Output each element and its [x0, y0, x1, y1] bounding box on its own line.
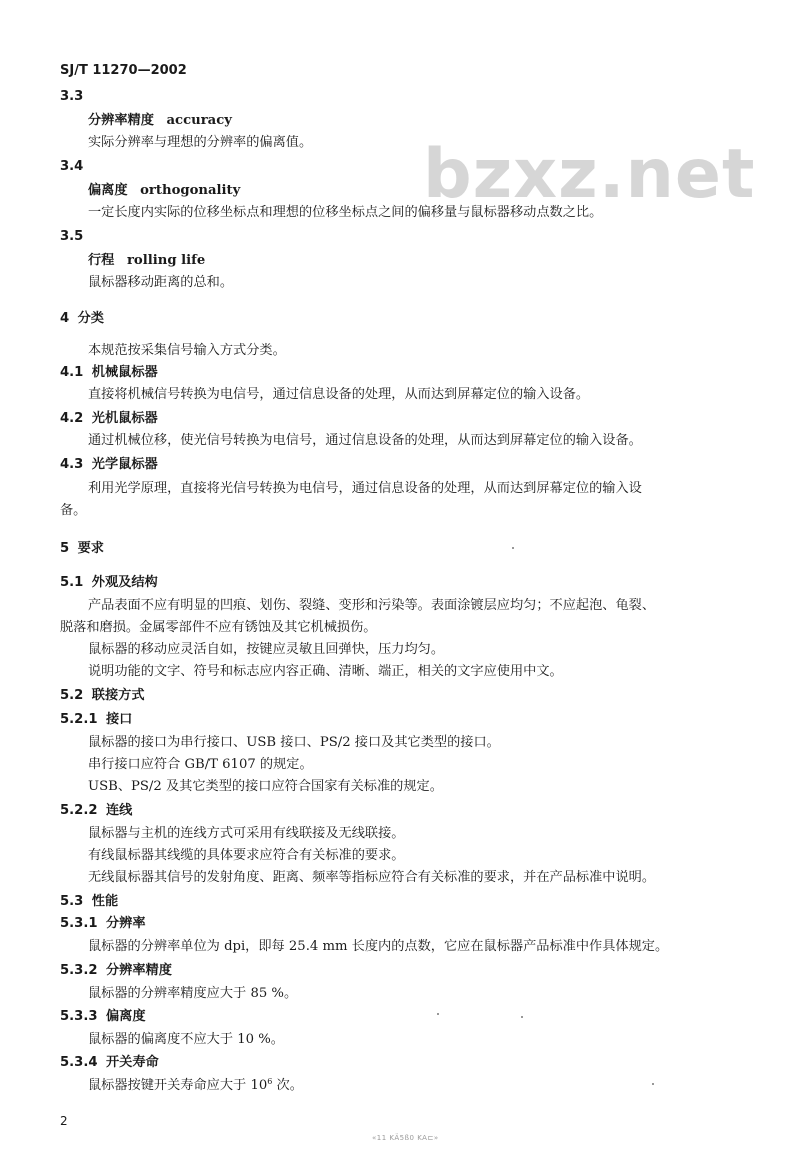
- paragraph: 本规范按采集信号输入方式分类。: [88, 343, 286, 358]
- clause-title: 联接方式: [91, 688, 145, 703]
- clause-number: 5.3: [60, 894, 84, 909]
- term-line: [88, 112, 232, 130]
- clause-heading: [60, 574, 158, 592]
- watermark: bzxz.net: [423, 135, 756, 214]
- clause-heading: [60, 802, 132, 820]
- paragraph-continuation: 脱落和磨损。金属零部件不应有锈蚀及其它机械损伤。: [60, 620, 377, 635]
- clause-number: 3.5: [60, 229, 84, 244]
- paragraph-text-end: 次。: [272, 1078, 303, 1093]
- scan-speck: [652, 1083, 654, 1085]
- standard-header: SJ/T 11270—2002: [60, 63, 187, 78]
- clause-number: 4.2: [60, 411, 84, 426]
- paragraph: 鼠标器的分辨率精度应大于 85 %。: [88, 986, 298, 1001]
- section-heading: [60, 310, 104, 328]
- clause-number: 5.2: [60, 688, 84, 703]
- clause-title: 分辨率: [105, 916, 146, 931]
- paragraph: 鼠标器的分辨率单位为 dpi，即每 25.4 mm 长度内的点数，它应在鼠标器产品标准中作具体规定。: [88, 939, 669, 954]
- paragraph: 串行接口应符合 GB/T 6107 的规定。: [88, 757, 313, 772]
- paragraph: 鼠标器的偏离度不应大于 10 %。: [88, 1032, 284, 1047]
- clause-heading: [60, 456, 158, 474]
- clause-heading: [60, 915, 146, 933]
- scan-speck: [512, 547, 514, 549]
- paragraph: 说明功能的文字、符号和标志应内容正确、清晰、端正，相关的文字应使用中文。: [88, 664, 563, 679]
- section-title: 要求: [77, 541, 104, 556]
- clause-title: 偏离度: [105, 1009, 146, 1024]
- page-number: 2: [60, 1114, 68, 1128]
- clause-title: 光机鼠标器: [91, 411, 158, 426]
- clause-number: 5.3.1: [60, 916, 98, 931]
- clause-number: 3.3: [60, 89, 84, 104]
- paragraph-continuation: 备。: [60, 503, 87, 518]
- term-zh: 偏离度: [88, 183, 128, 198]
- definition-text: 一定长度内实际的位移坐标点和理想的位移坐标点之间的偏移量与鼠标器移动点数之比。: [88, 205, 603, 220]
- term-zh: 分辨率精度: [88, 113, 154, 128]
- scan-speck: [521, 1016, 523, 1018]
- term-line: [88, 182, 240, 200]
- clause-title: 外观及结构: [91, 575, 158, 590]
- term-line: [88, 252, 205, 270]
- clause-number: 5.3.3: [60, 1009, 98, 1024]
- paragraph: 通过机械位移，使光信号转换为电信号，通过信息设备的处理，从而达到屏幕定位的输入设备。: [88, 433, 642, 448]
- paragraph: 产品表面不应有明显的凹痕、划伤、裂缝、变形和污染等。表面涂镀层应均匀；不应起泡、龟裂、: [88, 598, 656, 613]
- clause-number: 5.2.1: [60, 712, 98, 727]
- clause-title: 开关寿命: [105, 1055, 159, 1070]
- paragraph: 鼠标器的接口为串行接口、USB 接口、PS/2 接口及其它类型的接口。: [88, 735, 500, 750]
- clause-number: 5.2.2: [60, 803, 98, 818]
- paragraph: 鼠标器与主机的连线方式可采用有线联接及无线联接。: [88, 826, 405, 841]
- term-zh: 行程: [88, 253, 115, 268]
- paragraph: 直接将机械信号转换为电信号，通过信息设备的处理，从而达到屏幕定位的输入设备。: [88, 387, 590, 402]
- section-heading: [60, 540, 104, 558]
- paragraph: 无线鼠标器其信号的发射角度、距离、频率等指标应符合有关标准的要求，并在产品标准中说明。: [88, 870, 656, 885]
- term-en: accuracy: [166, 113, 232, 128]
- section-number: 5: [60, 541, 70, 556]
- clause-heading: [60, 1008, 146, 1026]
- clause-number: 3.4: [60, 159, 84, 174]
- paragraph-text: 鼠标器按键开关寿命应大于 10: [88, 1078, 268, 1093]
- section-number: 4: [60, 311, 70, 326]
- clause-number: 4.3: [60, 457, 84, 472]
- clause-title: 光学鼠标器: [91, 457, 158, 472]
- section-title: 分类: [77, 311, 104, 326]
- term-en: orthogonality: [140, 183, 241, 198]
- clause-heading: [60, 410, 158, 428]
- paragraph: USB、PS/2 及其它类型的接口应符合国家有关标准的规定。: [88, 779, 443, 794]
- clause-heading: [60, 893, 118, 911]
- term-en: rolling life: [126, 253, 206, 268]
- clause-title: 分辨率精度: [105, 963, 172, 978]
- clause-title: 接口: [105, 712, 133, 727]
- definition-text: 鼠标器移动距离的总和。: [88, 275, 234, 290]
- clause-number: 5.1: [60, 575, 84, 590]
- clause-heading: [60, 711, 132, 729]
- clause-heading: [60, 962, 172, 980]
- clause-title: 连线: [105, 803, 133, 818]
- paragraph: 利用光学原理，直接将光信号转换为电信号，通过信息设备的处理，从而达到屏幕定位的输入设: [88, 481, 642, 496]
- clause-heading: [60, 1054, 159, 1072]
- clause-heading: [60, 687, 145, 705]
- clause-title: 性能: [91, 894, 119, 909]
- clause-heading: [60, 364, 158, 382]
- paragraph: 有线鼠标器其线缆的具体要求应符合有关标准的要求。: [88, 848, 405, 863]
- clause-title: 机械鼠标器: [91, 365, 158, 380]
- scan-speck: [437, 1013, 439, 1015]
- paragraph: [88, 1077, 303, 1095]
- clause-number: 5.3.2: [60, 963, 98, 978]
- clause-number: 4.1: [60, 365, 84, 380]
- footer-scan-mark: «11 KÄ5ß0 KA⊏»: [372, 1134, 439, 1142]
- clause-number: 5.3.4: [60, 1055, 98, 1070]
- paragraph: 鼠标器的移动应灵活自如，按键应灵敏且回弹快，压力均匀。: [88, 642, 445, 657]
- definition-text: 实际分辨率与理想的分辨率的偏离值。: [88, 135, 313, 150]
- exponent: 6: [267, 1077, 273, 1086]
